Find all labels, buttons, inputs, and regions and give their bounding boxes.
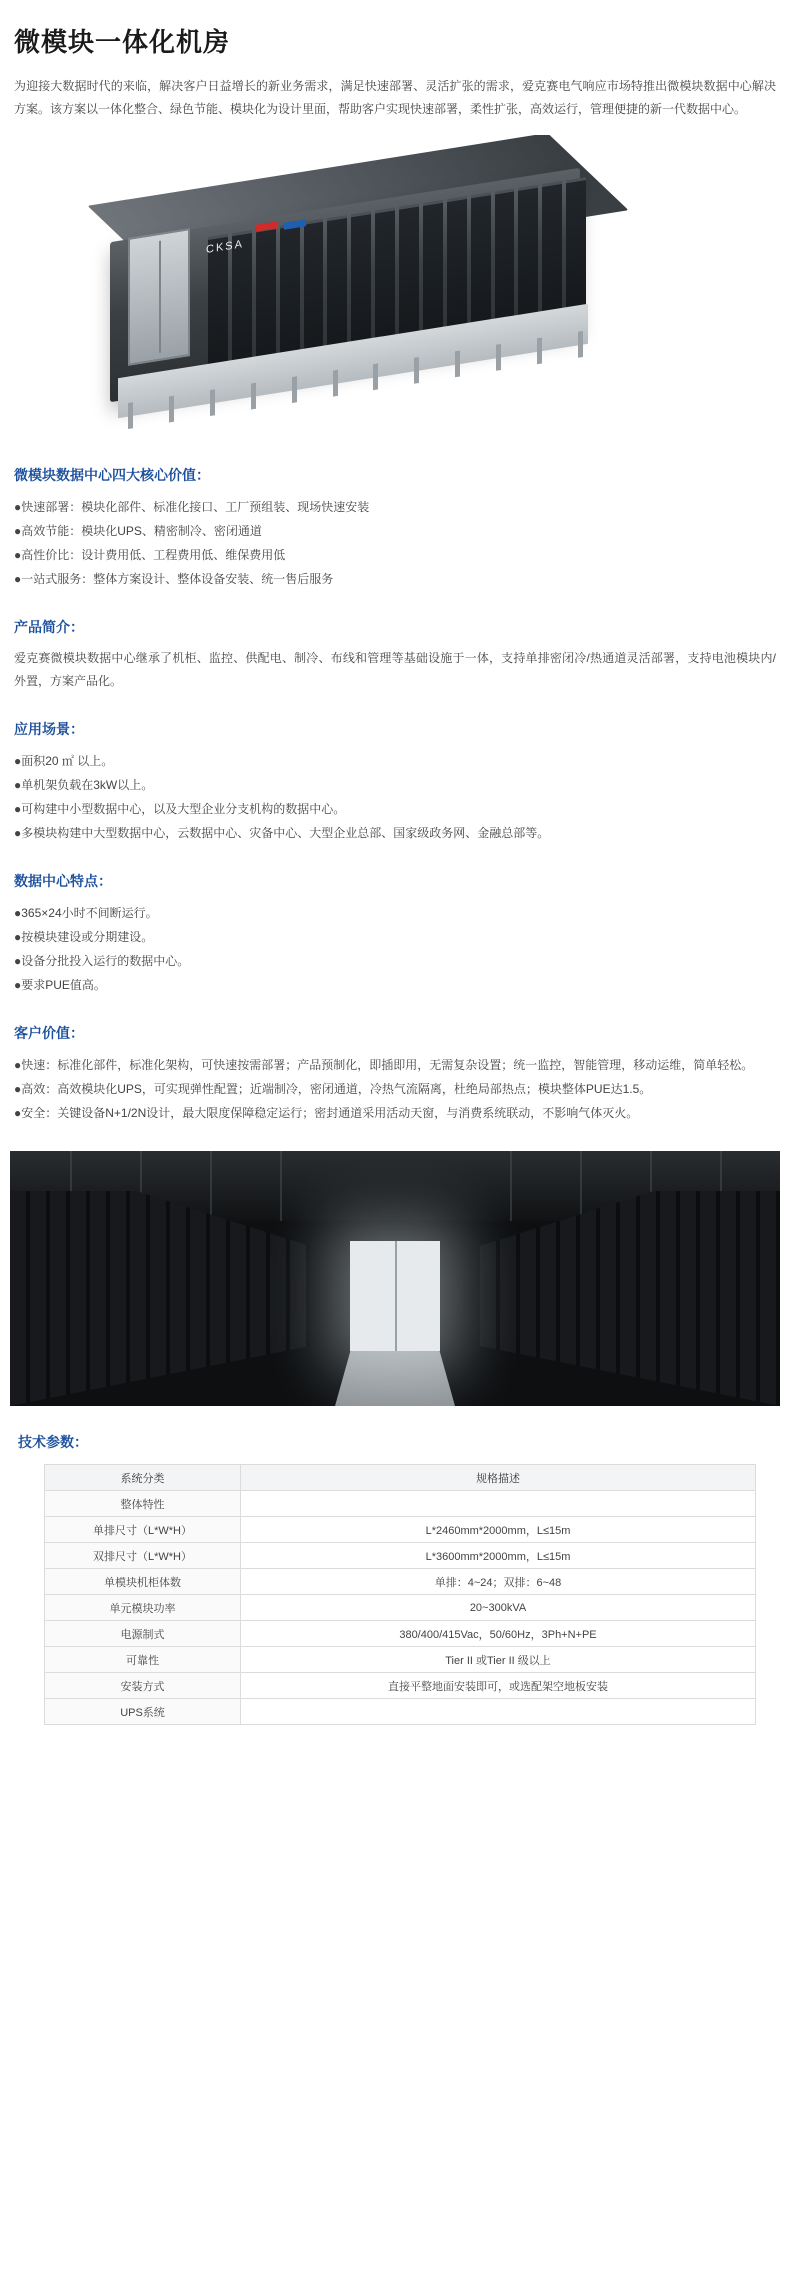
list-item: ●多模块构建中大型数据中心，云数据中心、灾备中心、大型企业总部、国家级政务网、金融总部等。 xyxy=(14,826,550,840)
table-row xyxy=(45,1621,756,1647)
list-item: ●高效：高效模块化UPS，可实现弹性配置；近端制冷，密闭通道，冷热气流隔离，杜绝局部热点；模块整体PUE达1.5。 xyxy=(14,1082,652,1096)
row-key: 安装方式 xyxy=(45,1673,241,1699)
hero-image xyxy=(10,135,780,435)
section-heading-core-value: 微模块数据中心四大核心价值： xyxy=(14,467,210,483)
product-page xyxy=(0,22,790,1725)
row-key: 单模块机柜体数 xyxy=(45,1569,241,1595)
list-item: ●一站式服务：整体方案设计、整体设备安装、统一售后服务 xyxy=(14,572,334,586)
section-heading-scenarios: 应用场景： xyxy=(14,721,84,737)
row-key: 单元模块功率 xyxy=(45,1595,241,1621)
section-heading-product-intro: 产品简介： xyxy=(14,619,84,635)
table-row xyxy=(45,1569,756,1595)
table-row xyxy=(45,1647,756,1673)
scenarios-list xyxy=(14,749,776,845)
rack-wall-left xyxy=(10,1191,310,1406)
row-value xyxy=(241,1699,756,1725)
section-heading-features: 数据中心特点： xyxy=(14,873,112,889)
section-heading-customer-value: 客户价值： xyxy=(14,1025,84,1041)
list-item: ●高性价比：设计费用低、工程费用低、维保费用低 xyxy=(14,548,286,562)
row-key: 单排尺寸（L*W*H） xyxy=(45,1517,241,1543)
row-value: 380/400/415Vac，50/60Hz，3Ph+N+PE xyxy=(241,1621,756,1647)
column-header-spec: 规格描述 xyxy=(241,1465,756,1491)
table-row xyxy=(45,1543,756,1569)
datacenter-aisle-photo xyxy=(10,1151,780,1406)
table-row xyxy=(45,1517,756,1543)
core-value-list xyxy=(14,495,776,591)
list-item: ●可构建中小型数据中心，以及大型企业分支机构的数据中心。 xyxy=(14,802,346,816)
table-row xyxy=(45,1699,756,1725)
module-door xyxy=(128,228,190,366)
section-heading-tech-params: 技术参数： xyxy=(18,1434,88,1450)
list-item: ●按模块建设或分期建设。 xyxy=(14,930,154,944)
features-list xyxy=(14,901,776,997)
list-item: ●快速部署：模块化部件、标准化接口、工厂预组装、现场快速安装 xyxy=(14,500,370,514)
list-item: ●要求PUE值高。 xyxy=(14,978,106,992)
page-title: 微模块一体化机房 xyxy=(14,27,231,57)
row-key: 整体特性 xyxy=(45,1491,241,1517)
customer-value-list xyxy=(14,1053,776,1125)
product-intro-text: 爱克赛微模块数据中心继承了机柜、监控、供配电、制冷、布线和管理等基础设施于一体，支持单排密闭冷/热通道灵活部署，支持电池模块内/外置，方案产品化。 xyxy=(14,651,776,688)
list-item: ●设备分批投入运行的数据中心。 xyxy=(14,954,190,968)
list-item: ●高效节能：模块化UPS、精密制冷、密闭通道 xyxy=(14,524,262,538)
row-key: 双排尺寸（L*W*H） xyxy=(45,1543,241,1569)
list-item: ●单机架负载在3kW以上。 xyxy=(14,778,154,792)
table-header-row xyxy=(45,1465,756,1491)
row-value: 直接平整地面安装即可，或选配架空地板安装 xyxy=(241,1673,756,1699)
table-row xyxy=(45,1491,756,1517)
column-header-category: 系统分类 xyxy=(45,1465,241,1491)
row-value: L*3600mm*2000mm，L≤15m xyxy=(241,1543,756,1569)
tech-params-table xyxy=(44,1464,756,1725)
list-item: ●365×24小时不间断运行。 xyxy=(14,906,158,920)
row-value: L*2460mm*2000mm，L≤15m xyxy=(241,1517,756,1543)
end-door-light xyxy=(350,1241,440,1351)
table-row xyxy=(45,1595,756,1621)
list-item: ●面积20 ㎡ 以上。 xyxy=(14,754,114,768)
intro-paragraph: 为迎接大数据时代的来临，解决客户日益增长的新业务需求，满足快速部署、灵活扩张的需求，爱克赛电气响应市场特推出微模块数据中心解决方案。该方案以一体化整合、绿色节能、模块化为设计里面，帮助客户实现快速部署，柔性扩张，高效运行，管理便捷的新一代数据中心。 xyxy=(14,79,776,116)
row-key: 电源制式 xyxy=(45,1621,241,1647)
row-value xyxy=(241,1491,756,1517)
list-item: ●安全：关键设备N+1/2N设计，最大限度保障稳定运行；密封通道采用活动天窗，与消费系统联动，不影响气体灭火。 xyxy=(14,1106,639,1120)
row-value: Tier II 或Tier II 级以上 xyxy=(241,1647,756,1673)
brand-logo: CKSA xyxy=(206,237,244,257)
list-item: ●快速：标准化部件，标准化架构，可快速按需部署；产品预制化，即插即用，无需复杂设置；统一监控，智能管理，移动运维，简单轻松。 xyxy=(14,1058,754,1072)
micro-module-illustration xyxy=(88,145,648,415)
row-key: 可靠性 xyxy=(45,1647,241,1673)
rack-wall-right xyxy=(480,1191,780,1406)
row-key: UPS系统 xyxy=(45,1699,241,1725)
row-value: 单排：4~24；双排：6~48 xyxy=(241,1569,756,1595)
row-value: 20~300kVA xyxy=(241,1595,756,1621)
table-row xyxy=(45,1673,756,1699)
